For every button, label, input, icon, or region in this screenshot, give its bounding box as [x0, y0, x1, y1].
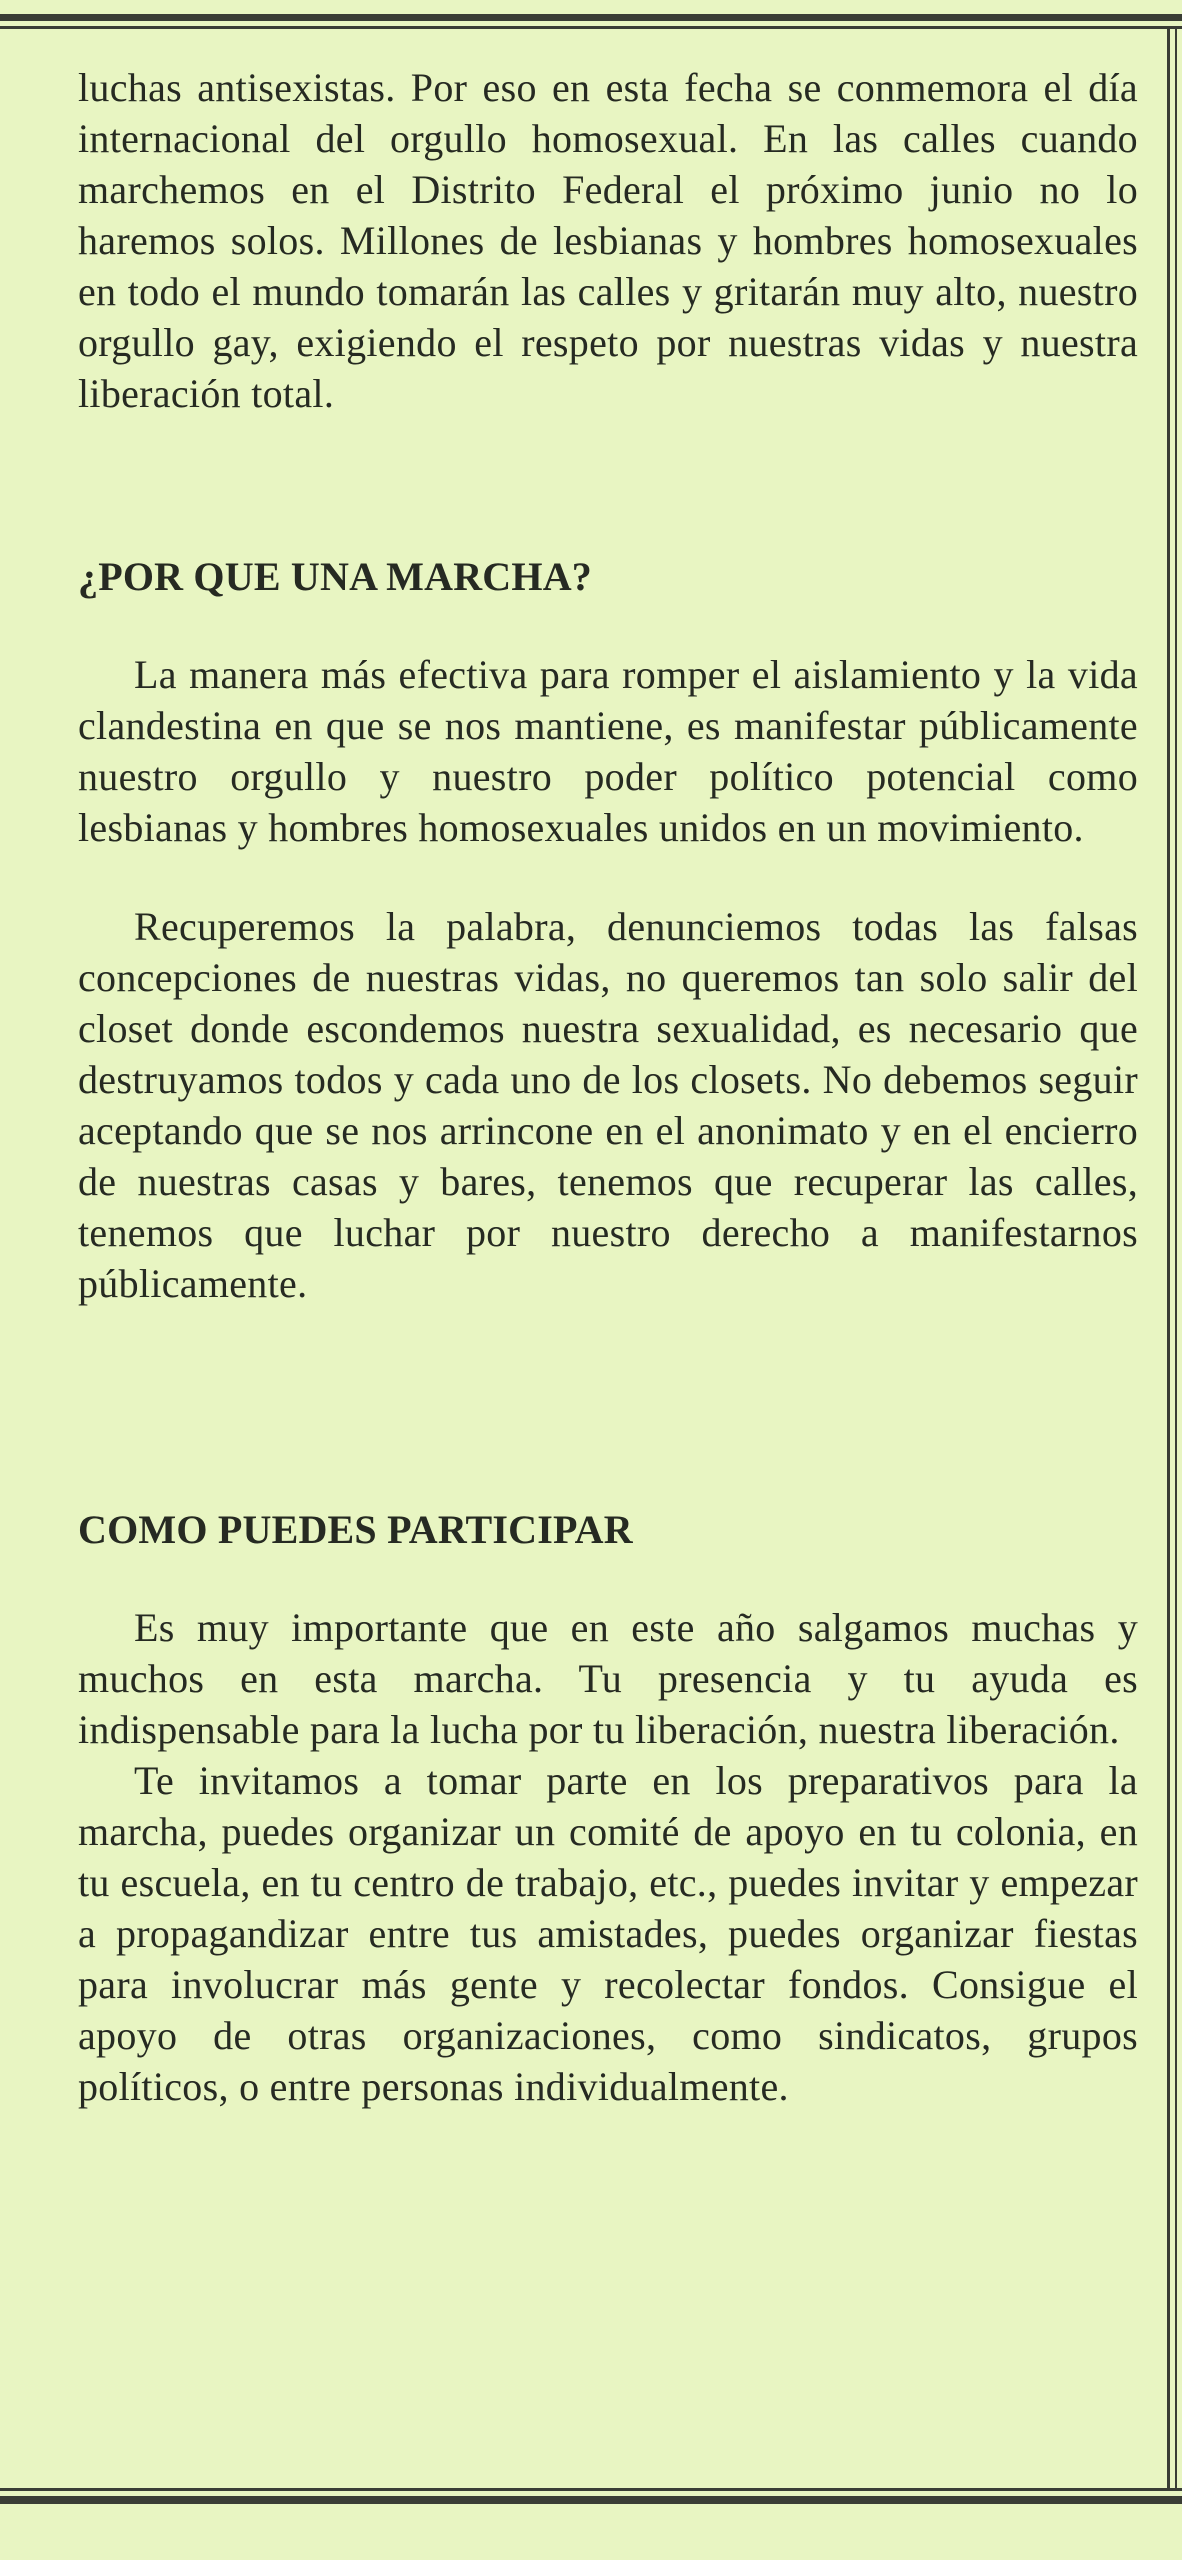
paragraph-recuperemos-la-palabra: Recuperemos la palabra, denunciemos todas las falsas concepciones de nuestras vidas, no queremos tan solo salir del closet donde escondemos nuestra sexualidad, es necesario que destruyamos todos y cada uno de los closets. No debemos seguir aceptando que se nos arrincone en el anonimato y en el encierro de nuestras casas y bares, tenemos que recuperar las calles, tenemos que luchar por nuestro derecho a manifestarnos públicamente. — [78, 904, 1138, 1306]
right-border-outer — [1175, 29, 1177, 2489]
intro-paragraph: luchas antisexistas. Por eso en esta fecha se conmemora el día internacional del orgullo homosexual. En las calles cuando marchemos en el Distrito Federal el próximo junio no lo haremos solos. Millones de lesbianas y hombres homosexuales en todo el mundo tomarán las calles y gritarán muy alto, nuestro orgullo gay, exigiendo el respeto por nuestras vidas y nuestra liberación total. — [78, 65, 1138, 416]
bottom-border-thin — [0, 2488, 1182, 2491]
top-border-thin — [0, 26, 1182, 29]
top-border-thick — [0, 14, 1182, 21]
bottom-border-thick — [0, 2496, 1182, 2504]
paragraph-romper-aislamiento: La manera más efectiva para romper el aislamiento y la vida clandestina en que se nos mantiene, es manifestar públicamente nuestro orgullo y nuestro poder político potencial como lesbianas y hombres homosexuales unidos en un movimiento. — [78, 652, 1138, 850]
paragraph-salgamos-muchas: Es muy importante que en este año salgamos muchas y muchos en esta marcha. Tu presencia y tu ayuda es indispensable para la lucha por tu liberación, nuestra liberación. — [78, 1605, 1138, 1752]
article-body — [78, 62, 1138, 2112]
section-heading-como-puedes-participar: COMO PUEDES PARTICIPAR — [78, 1507, 633, 1552]
section-heading-por-que-una-marcha: ¿POR QUE UNA MARCHA? — [78, 554, 592, 599]
paragraph-te-invitamos: Te invitamos a tomar parte en los preparativos para la marcha, puedes organizar un comité de apoyo en tu colonia, en tu escuela, en tu centro de trabajo, etc., puedes invitar y empezar a propagandizar entre tus amistades, puedes organizar fiestas para involucrar más gente y recolectar fondos. Consigue el apoyo de otras organizaciones, como sindicatos, grupos políticos, o entre personas individualmente. — [78, 1758, 1138, 2109]
right-border-inner — [1167, 29, 1170, 2489]
